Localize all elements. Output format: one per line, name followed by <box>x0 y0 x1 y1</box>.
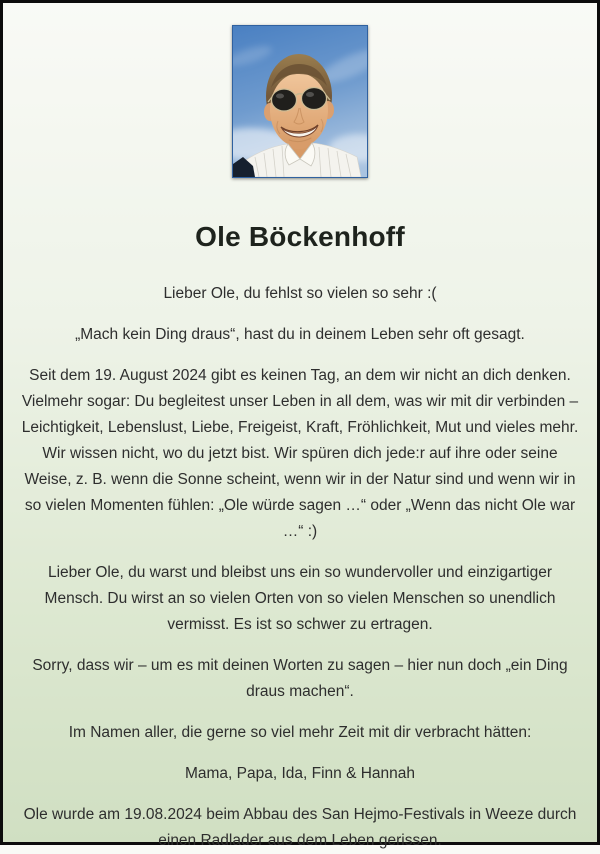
paragraph-memories: Seit dem 19. August 2024 gibt es keinen Tag, an dem wir nicht an dich denken. Vielmehr sogar: Du begleitest unser Leben in all dem, was wir mit dir verbinden – Leichtigkeit, Lebenslust, Liebe, Freigeist, Kraft, Fröhlichkeit, Mut und vieles mehr. Wir wissen nicht, wo du jetzt bist. Wir spüren dich jede:r auf ihre oder seine Weise, z. B. wenn die Sonne scheint, wenn wir in der Natur sind und wenn wir in so vielen Momenten fühlen: „Ole würde sagen …“ oder „Wenn das nicht Ole war …“ :) <box>21 367 579 540</box>
portrait-photo <box>232 25 368 178</box>
paragraph-sorry: Sorry, dass wir – um es mit deinen Worten zu sagen – hier nun doch „ein Ding draus machen“. <box>32 657 568 700</box>
obituary-text <box>3 254 597 854</box>
paragraph-quote: „Mach kein Ding draus“, hast du in deinem Leben sehr oft gesagt. <box>75 326 525 343</box>
portrait-photo-illustration <box>233 26 367 177</box>
page-title: Ole Böckenhoff <box>195 221 405 252</box>
paragraph-circumstances: Ole wurde am 19.08.2024 beim Abbau des San Hejmo-Festivals in Weeze durch einen Radlader aus dem Leben gerissen. <box>23 806 577 849</box>
paragraph-family: Mama, Papa, Ida, Finn & Hannah <box>184 765 416 782</box>
paragraph-in-namen: Im Namen aller, die gerne so viel mehr Zeit mit dir verbracht hätten: <box>68 724 532 741</box>
paragraph-tribute: Lieber Ole, du warst und bleibst uns ein so wundervoller und einzigartiger Mensch. Du wirst an so vielen Orten von so vielen Menschen so unendlich vermisst. Es ist so schwer zu ertragen. <box>44 564 556 633</box>
paragraph-greeting: Lieber Ole, du fehlst so vielen so sehr :( <box>163 285 437 302</box>
